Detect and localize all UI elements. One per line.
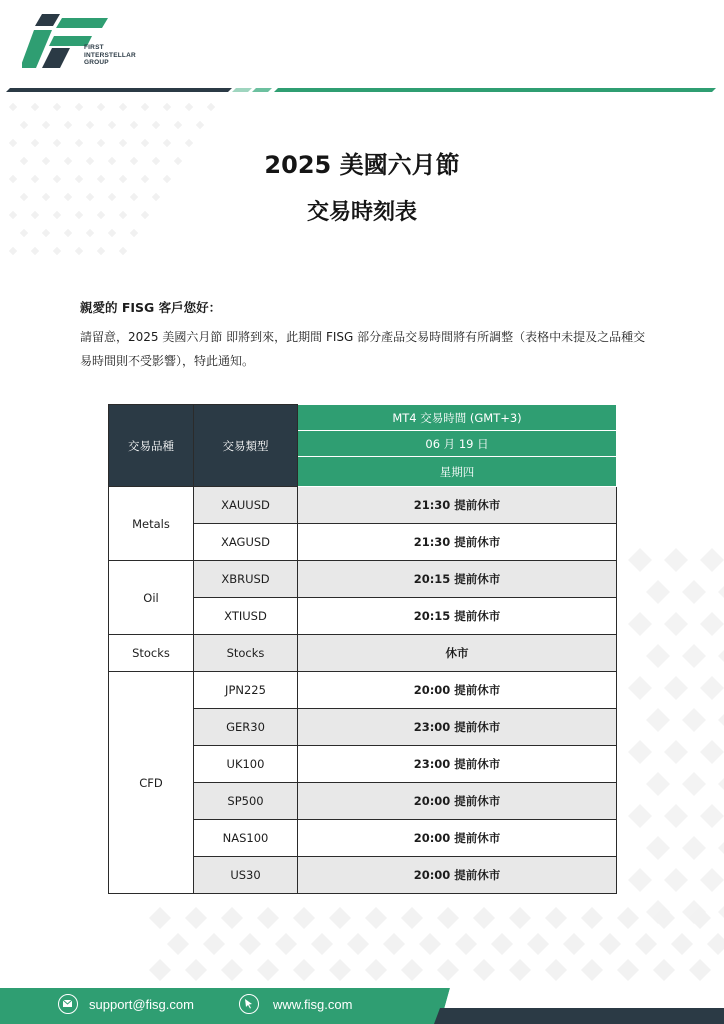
symbol-cell: Stocks (194, 635, 298, 672)
hours-cell: 20:00 提前休市 (298, 783, 617, 820)
group-cell: Stocks (109, 635, 194, 672)
symbol-cell: XBRUSD (194, 561, 298, 598)
hours-cell: 20:00 提前休市 (298, 820, 617, 857)
page-subtitle: 交易時刻表 (306, 200, 417, 225)
hours-cell: 23:00 提前休市 (298, 746, 617, 783)
notice-paragraph: 請留意，2025 美國六月節 即將到來，此期間 FISG 部分產品交易時間將有所調整（表格中未提及之品種交易時間則不受影響），特此通知。 (80, 330, 646, 368)
symbol-cell: NAS100 (194, 820, 298, 857)
symbol-cell: SP500 (194, 783, 298, 820)
symbol-cell: US30 (194, 857, 298, 894)
header-trading-time: MT4 交易時間 (GMT+3) (298, 405, 617, 431)
hours-cell: 23:00 提前休市 (298, 709, 617, 746)
group-cell: Metals (109, 487, 194, 561)
greeting: 親愛的 FISG 客戶您好： (80, 300, 222, 315)
group-cell: CFD (109, 672, 194, 894)
header-weekday: 星期四 (298, 457, 617, 487)
symbol-cell: XAGUSD (194, 524, 298, 561)
symbol-cell: XTIUSD (194, 598, 298, 635)
hours-cell: 21:30 提前休市 (298, 487, 617, 524)
support-email-link[interactable]: support@fisg.com (89, 997, 194, 1012)
hours-cell: 20:15 提前休市 (298, 598, 617, 635)
header-type: 交易類型 (194, 405, 298, 487)
header-date: 06 月 19 日 (298, 431, 617, 457)
symbol-cell: JPN225 (194, 672, 298, 709)
trading-schedule-table (108, 404, 617, 894)
hours-cell: 20:00 提前休市 (298, 672, 617, 709)
header-product: 交易品種 (109, 405, 194, 487)
symbol-cell: XAUUSD (194, 487, 298, 524)
symbol-cell: GER30 (194, 709, 298, 746)
hours-cell: 21:30 提前休市 (298, 524, 617, 561)
group-cell: Oil (109, 561, 194, 635)
hours-cell: 20:00 提前休市 (298, 857, 617, 894)
cursor-icon (239, 994, 259, 1014)
hours-cell: 20:15 提前休市 (298, 561, 617, 598)
hours-cell: 休市 (298, 635, 617, 672)
page-title: 2025 美國六月節 (264, 151, 460, 179)
symbol-cell: UK100 (194, 746, 298, 783)
logo-wordmark: FIRST INTERSTELLAR GROUP (84, 44, 136, 67)
mail-icon (58, 994, 78, 1014)
website-link[interactable]: www.fisg.com (273, 997, 353, 1012)
header-divider (0, 86, 724, 94)
